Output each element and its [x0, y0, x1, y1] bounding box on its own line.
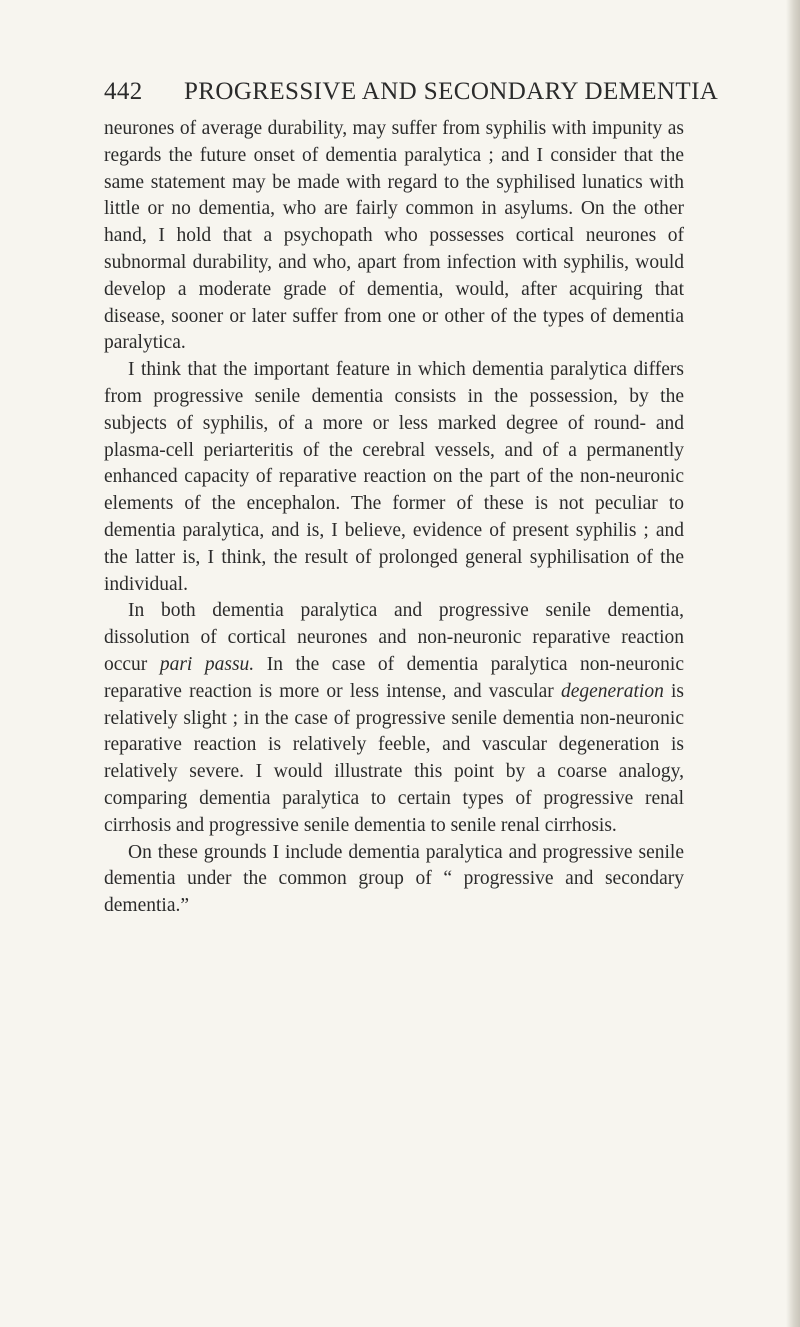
paragraph-1: [104, 116, 684, 357]
paragraph-4: [104, 840, 684, 920]
page-edge-shadow: [786, 0, 800, 1327]
running-title: PROGRESSIVE AND SECONDARY DEMENTIA: [184, 78, 719, 105]
paragraph-3-italic-degeneration: degeneration: [560, 680, 664, 702]
paragraph-1-text: neurones of average durability, may suffer from syphilis with impunity as regards the future onset of dementia paralytica ; and I consider that the same statement may be made with regard to the syphilised lunatics with little or no dementia, who are fairly common in asylums. On the other hand, I hold that a psychopath who possesses cortical neurones of subnormal durability, and who, apart from infection with syphilis, would develop a moderate grade of dementia, would, after acquiring that disease, sooner or later suffer from one or other of the types of dementia paralytica.: [104, 118, 684, 354]
paragraph-2-text: I think that the important feature in which dementia paralytica differs from progressive senile dementia consists in the possession, by the subjects of syphilis, of a more or less marked degree of round- and plasma-cell periarteritis of the cerebral vessels, and of a permanently enhanced capacity of reparative reaction on the part of the non-neuronic elements of the encephalon. The former of these is not peculiar to dementia paralytica, and is, I believe, evidence of present syphilis ; and the latter is, I think, the result of prolonged general syphilisation of the individual.: [104, 359, 684, 595]
paragraph-3-text-b: In the case of dementia paralytica non-neuronic reparative reaction is more or less intense, and vascular: [104, 653, 684, 702]
paragraph-4-text: On these grounds I include dementia paralytica and progressive senile dementia under the common group of “ progressive and secondary dementia.”: [104, 841, 684, 917]
paragraph-3: [104, 598, 684, 839]
paragraph-3-text-a: In both dementia paralytica and progressive senile dementia, dissolution of cortical neurones and non-neuronic reparative reaction occur: [104, 600, 684, 675]
page-header: [104, 78, 719, 108]
paragraph-3-text-c: is relatively slight ; in the case of progressive senile dementia non-neuronic reparative reaction is relatively feeble, and vascular degeneration is relatively severe. I would illustrate this point by a coarse analogy, comparing dementia paralytica to certain types of progressive renal cirrhosis and progressive senile dementia to senile renal cirrhosis.: [104, 680, 684, 836]
page-number: 442: [104, 78, 143, 105]
paragraph-3-italic-pari-passu: pari passu.: [159, 653, 255, 675]
body-text: [104, 116, 684, 920]
paragraph-2: [104, 357, 684, 598]
